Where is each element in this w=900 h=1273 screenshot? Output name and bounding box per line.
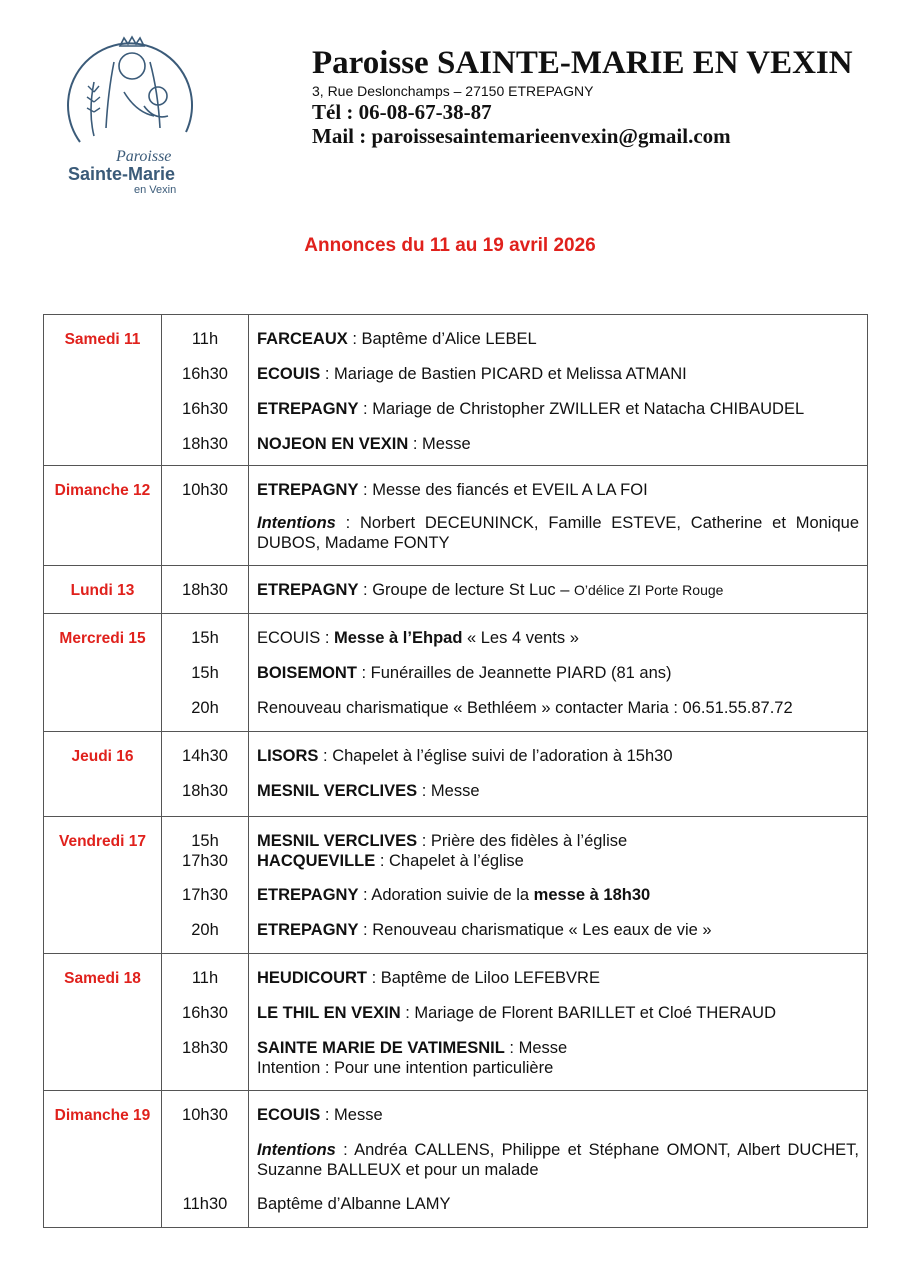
event-time: 17h30 bbox=[182, 852, 228, 870]
event: LE THIL EN VEXIN : Mariage de Florent BARILLET et Cloé THERAUD bbox=[257, 1004, 777, 1022]
event: NOJEON EN VEXIN : Messe bbox=[257, 435, 471, 453]
event: Baptême d’Albanne LAMY bbox=[257, 1195, 451, 1213]
table-row bbox=[44, 614, 868, 732]
table-row bbox=[44, 732, 868, 817]
event-time: 16h30 bbox=[182, 400, 228, 418]
parish-name: Paroisse SAINTE-MARIE EN VEXIN bbox=[312, 45, 853, 81]
event-time: 18h30 bbox=[182, 581, 228, 599]
event: HEUDICOURT : Baptême de Liloo LEFEBVRE bbox=[257, 969, 600, 987]
day-label: Dimanche 12 bbox=[44, 466, 162, 566]
event: ETREPAGNY : Renouveau charismatique « Les eaux de vie » bbox=[257, 921, 712, 939]
event-time: 11h bbox=[191, 330, 219, 348]
parish-header bbox=[312, 44, 853, 148]
day-label: Lundi 13 bbox=[44, 566, 162, 614]
table-row bbox=[44, 954, 868, 1091]
page-title: Annonces du 11 au 19 avril 2026 bbox=[304, 235, 596, 256]
logo-line-2: Sainte-Marie bbox=[68, 164, 176, 184]
parish-address: 3, Rue Deslonchamps – 27150 ETREPAGNY bbox=[312, 83, 594, 99]
event: MESNIL VERCLIVES : Messe bbox=[257, 782, 480, 800]
event-place: ETREPAGNY bbox=[257, 400, 359, 418]
event: BOISEMONT : Funérailles de Jeannette PIARD (81 ans) bbox=[257, 664, 672, 682]
event: ETREPAGNY : Messe des fiancés et EVEIL A LA FOI bbox=[257, 481, 648, 499]
table-row bbox=[44, 817, 868, 954]
event-time: 17h30 bbox=[182, 886, 228, 904]
day-label: Vendredi 17 bbox=[44, 817, 162, 954]
event: ETREPAGNY : Mariage de Christopher ZWILLER et Natacha CHIBAUDEL bbox=[257, 400, 805, 418]
day-label: Jeudi 16 bbox=[44, 732, 162, 817]
event-time: 18h30 bbox=[182, 1039, 228, 1057]
day-label: Dimanche 19 bbox=[44, 1091, 162, 1228]
virgin-and-child-icon bbox=[58, 32, 198, 152]
event-time: 11h bbox=[191, 969, 219, 987]
event: Renouveau charismatique « Bethléem » contacter Maria : 06.51.55.87.72 bbox=[257, 699, 793, 717]
parish-phone: Tél : 06-08-67-38-87 bbox=[312, 100, 492, 124]
parish-email: Mail : paroissesaintemarieenvexin@gmail.com bbox=[312, 124, 731, 148]
event: ECOUIS : Messe bbox=[257, 1106, 383, 1124]
event: ETREPAGNY : Groupe de lecture St Luc – O’délice ZI Porte Rouge bbox=[257, 581, 724, 599]
event-time: 10h30 bbox=[182, 1106, 228, 1124]
table-row bbox=[44, 566, 868, 614]
event: MESNIL VERCLIVES : Prière des fidèles à l’église bbox=[257, 832, 628, 850]
event-time: 18h30 bbox=[182, 782, 228, 800]
day-label: Mercredi 15 bbox=[44, 614, 162, 732]
event: ECOUIS : Mariage de Bastien PICARD et Melissa ATMANI bbox=[257, 365, 687, 383]
event: HACQUEVILLE : Chapelet à l’église bbox=[257, 852, 524, 870]
event: LISORS : Chapelet à l’église suivi de l’adoration à 15h30 bbox=[257, 747, 673, 765]
logo-line-1: Paroisse bbox=[116, 148, 172, 165]
event-time: 10h30 bbox=[182, 481, 228, 499]
event-place: NOJEON EN VEXIN bbox=[257, 435, 409, 453]
event-place: FARCEAUX bbox=[257, 330, 348, 348]
intention-line: Intention : Pour une intention particulière bbox=[257, 1059, 554, 1077]
table-row bbox=[44, 315, 868, 466]
day-label: Samedi 11 bbox=[44, 315, 162, 466]
event-time: 15h bbox=[191, 664, 219, 682]
event-time: 20h bbox=[191, 921, 219, 939]
day-label: Samedi 18 bbox=[44, 954, 162, 1091]
intentions: Intentions : Norbert DECEUNINCK, Famille ESTEVE, Catherine et Monique DUBOS, Madame FONTY bbox=[257, 514, 859, 552]
event: SAINTE MARIE DE VATIMESNIL : Messe bbox=[257, 1039, 568, 1057]
event: ETREPAGNY : Adoration suivie de la messe à 18h30 bbox=[257, 886, 651, 904]
event-place: ECOUIS bbox=[257, 365, 321, 383]
event: ECOUIS : Messe à l’Ehpad « Les 4 vents » bbox=[257, 629, 579, 647]
parish-logo bbox=[58, 32, 198, 197]
intentions: Intentions : Andréa CALLENS, Philippe et Stéphane OMONT, Albert DUCHET, Suzanne BALLEUX et pour un malade bbox=[257, 1141, 859, 1179]
event: FARCEAUX : Baptême d’Alice LEBEL bbox=[257, 330, 537, 348]
event-time: 15h bbox=[191, 832, 219, 850]
event-time: 15h bbox=[191, 629, 219, 647]
event-time: 16h30 bbox=[182, 365, 228, 383]
event-time: 18h30 bbox=[182, 435, 228, 453]
event-time: 11h30 bbox=[182, 1195, 228, 1213]
table-row bbox=[44, 1091, 868, 1228]
event-time: 14h30 bbox=[182, 747, 228, 765]
announcements-table bbox=[43, 314, 868, 1228]
logo-line-3: en Vexin bbox=[134, 184, 177, 196]
table-row bbox=[44, 466, 868, 566]
event-time: 16h30 bbox=[182, 1004, 228, 1022]
event-time: 20h bbox=[191, 699, 219, 717]
